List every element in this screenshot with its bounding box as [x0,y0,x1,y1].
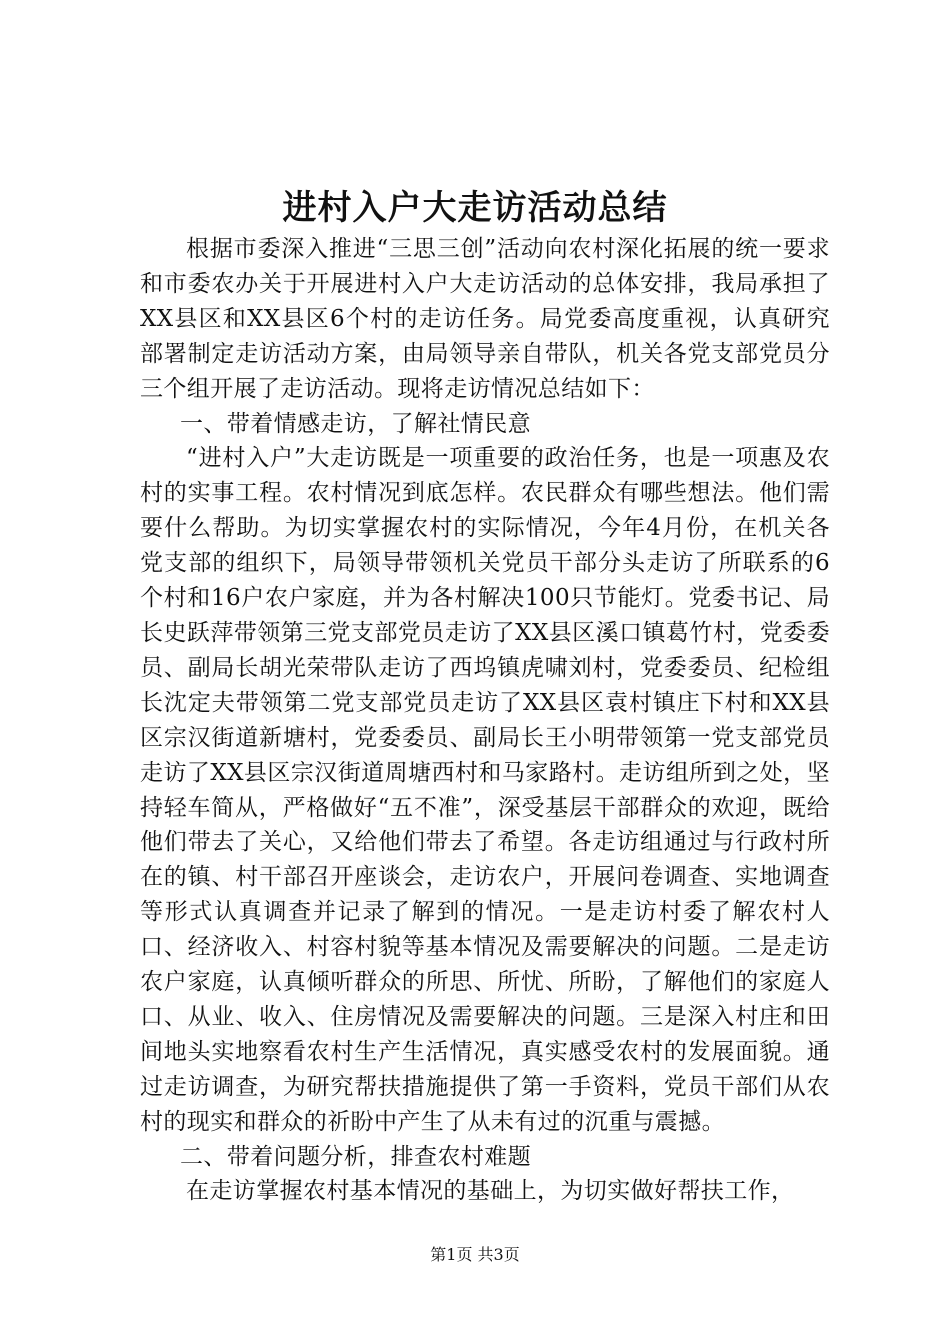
document-title: 进村入户大走访活动总结 [282,188,668,228]
section-1-paragraph: “进村入户”大走访既是一项重要的政治任务，也是一项惠及农村的实事工程。农村情况到底怎样。农民群众有哪些想法。他们需要什么帮助。为切实掌握农村的实际情况，今年4月份，在机关各党支部的组织下，局领导带领机关党员干部分头走访了所联系的6个村和16户农户家庭，并为各村解决100只节能灯。党委书记、局长史跃萍带领第三党支部党员走访了XX县区溪口镇葛竹村，党委委员、副局长胡光荣带队走访了西坞镇虎啸刘村，党委委员、纪检组长沈定夫带领第二党支部党员走访了XX县区袁村镇庄下村和XX县区宗汉街道新塘村，党委委员、副局长王小明带领第一党支部党员走访了XX县区宗汉街道周塘西村和马家路村。走访组所到之处，坚持轻车简从，严格做好“五不准”，深受基层干部群众的欢迎，既给他们带去了关心，又给他们带去了希望。各走访组通过与行政村所在的镇、村干部召开座谈会，走访农户，开展问卷调查、实地调查等形式认真调查并记录了解到的情况。一是走访村委了解农村人口、经济收入、村容村貌等基本情况及需要解决的问题。二是走访农户家庭，认真倾听群众的所思、所忧、所盼，了解他们的家庭人口、从业、收入、住房情况及需要解决的问题。三是深入村庄和田间地头实地察看农村生产生活情况，真实感受农村的发展面貌。通过走访调查，为研究帮扶措施提供了第一手资料，党员干部们从农村的现实和群众的祈盼中产生了从未有过的沉重与震撼。 [140,445,830,1135]
document-body [140,232,830,1209]
section-heading-1: 一、带着情感走访，了解社情民意 [180,410,531,437]
section-heading-2: 二、带着问题分析，排查农村难题 [180,1143,531,1170]
intro-paragraph: 根据市委深入推进“三思三创”活动向农村深化拓展的统一要求和市委农办关于开展进村入户大走访活动的总体安排，我局承担了XX县区和XX县区6个村的走访任务。局党委高度重视，认真研究部署制定走访活动方案，由局领导亲自带队，机关各党支部党员分三个组开展了走访活动。现将走访情况总结如下： [140,236,830,402]
section-2-paragraph: 在走访掌握农村基本情况的基础上，为切实做好帮扶工作， [186,1178,795,1205]
page-footer: 第1页 共3页 [430,1245,520,1264]
